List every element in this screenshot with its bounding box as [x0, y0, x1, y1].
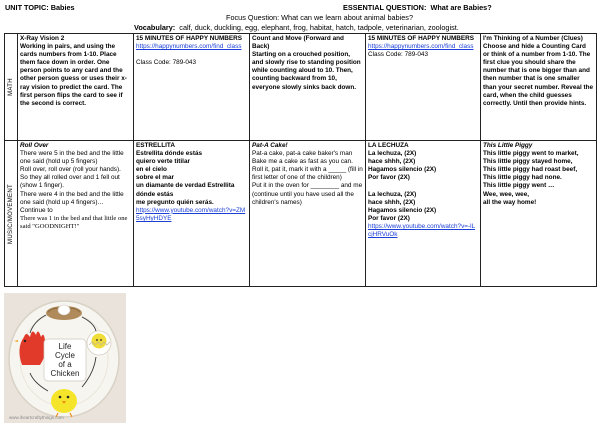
table-row-math — [5, 34, 597, 141]
paper-plate-craft-image — [4, 293, 126, 423]
math-cell-5: I'm Thinking of a Number (Clues) Choose and hide a Counting Card or think of a number from 1-10. The first clue you should share the number that is one bigger than and then number that is one smaller than your secret number. Reveal the card, when the child guesses correctly. Until then provide hints. — [481, 34, 597, 141]
unit-topic: UNIT TOPIC: Babies — [5, 3, 75, 12]
focus-question: Focus Question: What can we learn about animal babies? — [226, 13, 414, 22]
vocabulary: Vocabulary: calf, duck, duckling, egg, elephant, frog, habitat, hatch, tadpole, veterinarian, zoologist. — [134, 23, 459, 32]
happy-numbers-link[interactable]: https://happynumbers.com/find_class — [136, 43, 242, 51]
math-cell-1: X-Ray Vision 2 Working in pairs, and using the cards numbers from 1-10. Place them face down in order. One person points to any card and the other person guess or uses their x-ray vision to predict the card. The first person flips the card to see if the second is correct. — [18, 34, 134, 141]
photo-credit: www.iheartcraftythings.com — [9, 415, 64, 420]
math-cell-3: Count and Move (Forward and Back) Starting on a crouched position, and slowly rise to standing position while counting aloud to 10. Then, counting backward from 10, everyone slowly sinks back down. — [250, 34, 366, 141]
craft-title-line1: Life — [58, 342, 72, 351]
happy-numbers-link[interactable]: https://happynumbers.com/find_class — [368, 43, 474, 51]
craft-title-line2: Cycle — [54, 351, 76, 360]
music-cell-2: ESTRELLITA Estrellita dónde estás quiero verte titilar en el cielo sobre el mar un diamante de verdad Estrellita dónde estás me pregunto quién serás. https://www.youtube.com/watch?v=ZM5syHyHDYE — [134, 141, 250, 287]
craft-title-line4: Chicken — [50, 369, 80, 378]
life-cycle-craft-photo — [4, 293, 126, 423]
music-cell-1: Roll Over There were 5 in the bed and the little one said (hold up 5 fingers) Roll over, roll over (roll your hands). So they all rolled over and 1 fell out (show 1 finger). There were 4 in the bed and the little one said (hold up 4 fingers)… Continue to There was 1 in the bed and that little one said "GOODNIGHT!" — [18, 141, 134, 287]
row-label-music-movement: MUSIC/MOVEMENT — [5, 141, 18, 287]
table-row-music — [5, 141, 597, 287]
music-cell-4: LA LECHUZA La lechuza, (2X) hace shhh, (2X) Hagamos silencio (2X) Por favor (2X) La lechuza, (2X) hace shhh, (2X) Hagamos silencio (2X) Por favor (2X) https://www.youtube.com/watch?v=-lLcjHRVuOk — [366, 141, 481, 287]
craft-title-line3: of a — [58, 360, 72, 369]
music-cell-5: This Little Piggy This little piggy went to market, This little piggy stayed home, This little piggy had roast beef, This little piggy had none. This little piggy went … Wee, wee, wee, all the way home! — [481, 141, 597, 287]
lesson-table — [4, 33, 597, 287]
row-label-math: MATH — [5, 34, 18, 141]
math-cell-4: 15 MINUTES OF HAPPY NUMBERS https://happynumbers.com/find_class Class Code: 789-043 — [366, 34, 481, 141]
la-lechuza-video-link[interactable]: https://www.youtube.com/watch?v=-lLcjHRVuOk — [368, 222, 476, 239]
math-cell-2: 15 MINUTES OF HAPPY NUMBERS https://happynumbers.com/find_class Class Code: 789-043 — [134, 34, 250, 141]
estrellita-video-link[interactable]: https://www.youtube.com/watch?v=ZM5syHyHDYE — [136, 206, 246, 222]
music-cell-3: Pat-A Cake! Pat-a cake, pat-a cake baker's man Bake me a cake as fast as you can. Roll it, pat it, mark it with a _____ (fill in first letter of one of the children) Put it in the oven for ________ and me (continue until you have used all the children's names) — [250, 141, 366, 287]
essential-question: ESSENTIAL QUESTION: What are Babies? — [343, 3, 492, 12]
